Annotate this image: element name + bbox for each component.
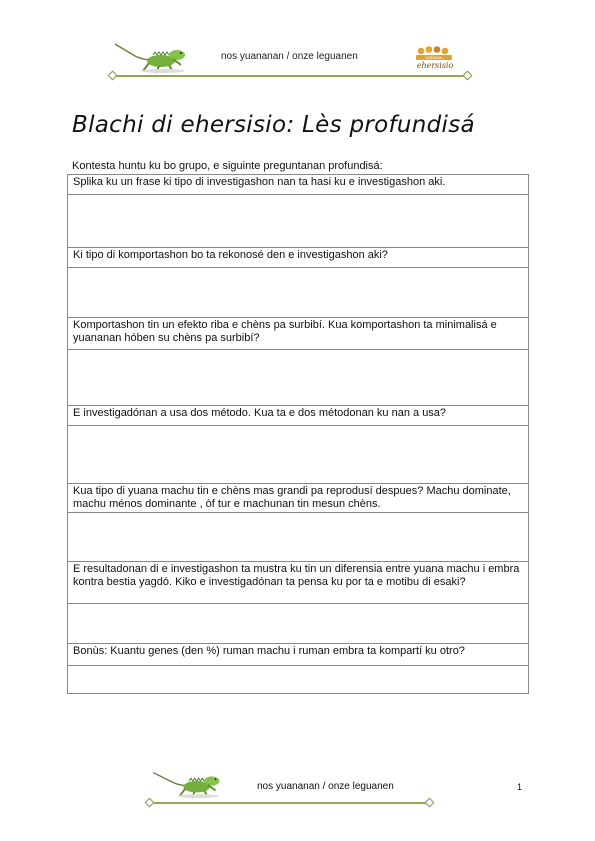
answer-field[interactable] xyxy=(68,513,529,562)
question-row xyxy=(68,318,529,350)
question-text: Komportashon tin un efekto riba e chèns pa surbibí. Kua komportashon ta minimalisá e yuananan hóben su chèns pa surbibí? xyxy=(68,318,529,350)
answer-row xyxy=(68,350,529,406)
question-text: E investigadónan a usa dos método. Kua ta e dos métodonan ku nan a usa? xyxy=(68,406,529,426)
answer-field[interactable] xyxy=(68,666,529,694)
footer-title: nos yuananan / onze leguanen xyxy=(257,781,394,792)
question-row xyxy=(68,644,529,666)
logo-top-text: CARNAVAL xyxy=(424,56,444,60)
divider-diamond-icon xyxy=(145,798,155,808)
questions-table xyxy=(67,174,529,694)
answer-row xyxy=(68,426,529,484)
iguana-illustration-header xyxy=(113,38,195,74)
question-row xyxy=(68,248,529,268)
page-number: 1 xyxy=(517,782,523,792)
divider-diamond-icon xyxy=(463,71,473,81)
answer-field[interactable] xyxy=(68,268,529,318)
question-text: Kua tipo di yuana machu tin e chèns mas grandi pa reprodusí despues? Machu dominate, machu ménos dominante , òf tur e machunan tin mesun chèns. xyxy=(68,484,529,513)
answer-row xyxy=(68,666,529,694)
question-row xyxy=(68,562,529,604)
ehersisio-logo xyxy=(410,45,460,73)
answer-field[interactable] xyxy=(68,604,529,644)
instruction-text: Kontesta huntu ku bo grupo, e siguinte preguntanan profundisá: xyxy=(72,160,383,172)
question-text: E resultadonan di e investigashon ta mustra ku tin un diferensia entre yuana machu i embra kontra bestia yagdó. Kiko e investigadónan ta pensa ku por ta e motibu di esaki? xyxy=(68,562,529,604)
logo-text: ehersisio xyxy=(416,61,454,70)
question-row xyxy=(68,406,529,426)
header-divider xyxy=(113,75,468,77)
answer-row xyxy=(68,268,529,318)
question-text: Ki tipo di komportashon bo ta rekonosé den e investigashon aki? xyxy=(68,248,529,268)
answer-field[interactable] xyxy=(68,426,529,484)
question-text: Splika ku un frase ki tipo di investigashon nan ta hasi ku e investigashon aki. xyxy=(68,175,529,195)
header-title: nos yuananan / onze leguanen xyxy=(221,51,358,62)
iguana-illustration-footer xyxy=(151,765,229,799)
question-text: Bonùs: Kuantu genes (den %) ruman machu i ruman embra ta kompartí ku otro? xyxy=(68,644,529,666)
answer-row xyxy=(68,195,529,248)
divider-diamond-icon xyxy=(425,798,435,808)
question-row xyxy=(68,484,529,513)
page-title: Blachi di ehersisio: Lès profundisá xyxy=(72,112,475,138)
answer-row xyxy=(68,513,529,562)
answer-field[interactable] xyxy=(68,195,529,248)
question-row xyxy=(68,175,529,195)
answer-row xyxy=(68,604,529,644)
answer-field[interactable] xyxy=(68,350,529,406)
footer-divider xyxy=(150,802,430,804)
